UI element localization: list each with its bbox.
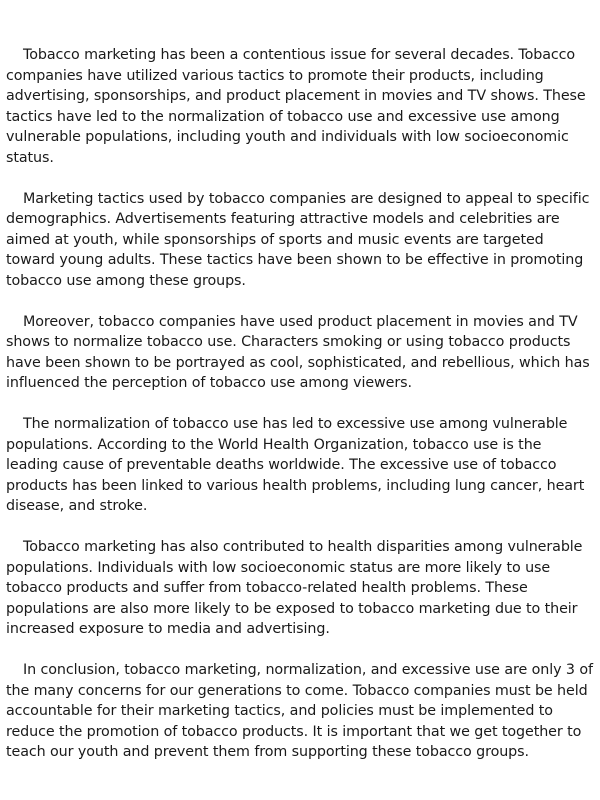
paragraph-product-placement: Moreover, tobacco companies have used product placement in movies and TV shows to normalize tobacco use. Characters smoking or using tobacco products have been shown to be portrayed as cool, sophisticated, and rebellious, which has influenced the perception of tobacco use among viewers.: [6, 313, 590, 391]
paragraph-conclusion: In conclusion, tobacco marketing, normalization, and excessive use are only 3 of the many concerns for our generations to come. Tobacco companies must be held accountable for their marketing tactics, and policies must be implemented to reduce the promotion of tobacco products. It is important that we get together to teach our youth and prevent them from supporting these tobacco groups.: [6, 662, 593, 760]
paragraph-health-disparities: Tobacco marketing has also contributed to health disparities among vulnerable populations. Individuals with low socioeconomic status are more likely to use tobacco products and suffer from tobacco-related health problems. These populations are also more likely to be exposed to tobacco marketing due to their increased exposure to media and advertising.: [6, 539, 583, 637]
paragraph-intro: Tobacco marketing has been a contentious issue for several decades. Tobacco companies have utilized various tactics to promote their products, including advertising, sponsorships, and product placement in movies and TV shows. These tactics have led to the normalization of tobacco use and excessive use among vulnerable populations, including youth and individuals with low socioeconomic status.: [6, 47, 586, 166]
document-body: [6, 45, 596, 783]
paragraph-marketing-tactics: Marketing tactics used by tobacco companies are designed to appeal to specific demographics. Advertisements featuring attractive models and celebrities are aimed at youth, while sponsorships of sports and music events are targeted toward young adults. These tactics have been shown to be effective in promoting tobacco use among these groups.: [6, 190, 590, 289]
paragraph-normalization: The normalization of tobacco use has led to excessive use among vulnerable populations. According to the World Health Organization, tobacco use is the leading cause of preventable deaths worldwide. The excessive use of tobacco products has been linked to various health problems, including lung cancer, heart disease, and stroke.: [6, 416, 585, 514]
